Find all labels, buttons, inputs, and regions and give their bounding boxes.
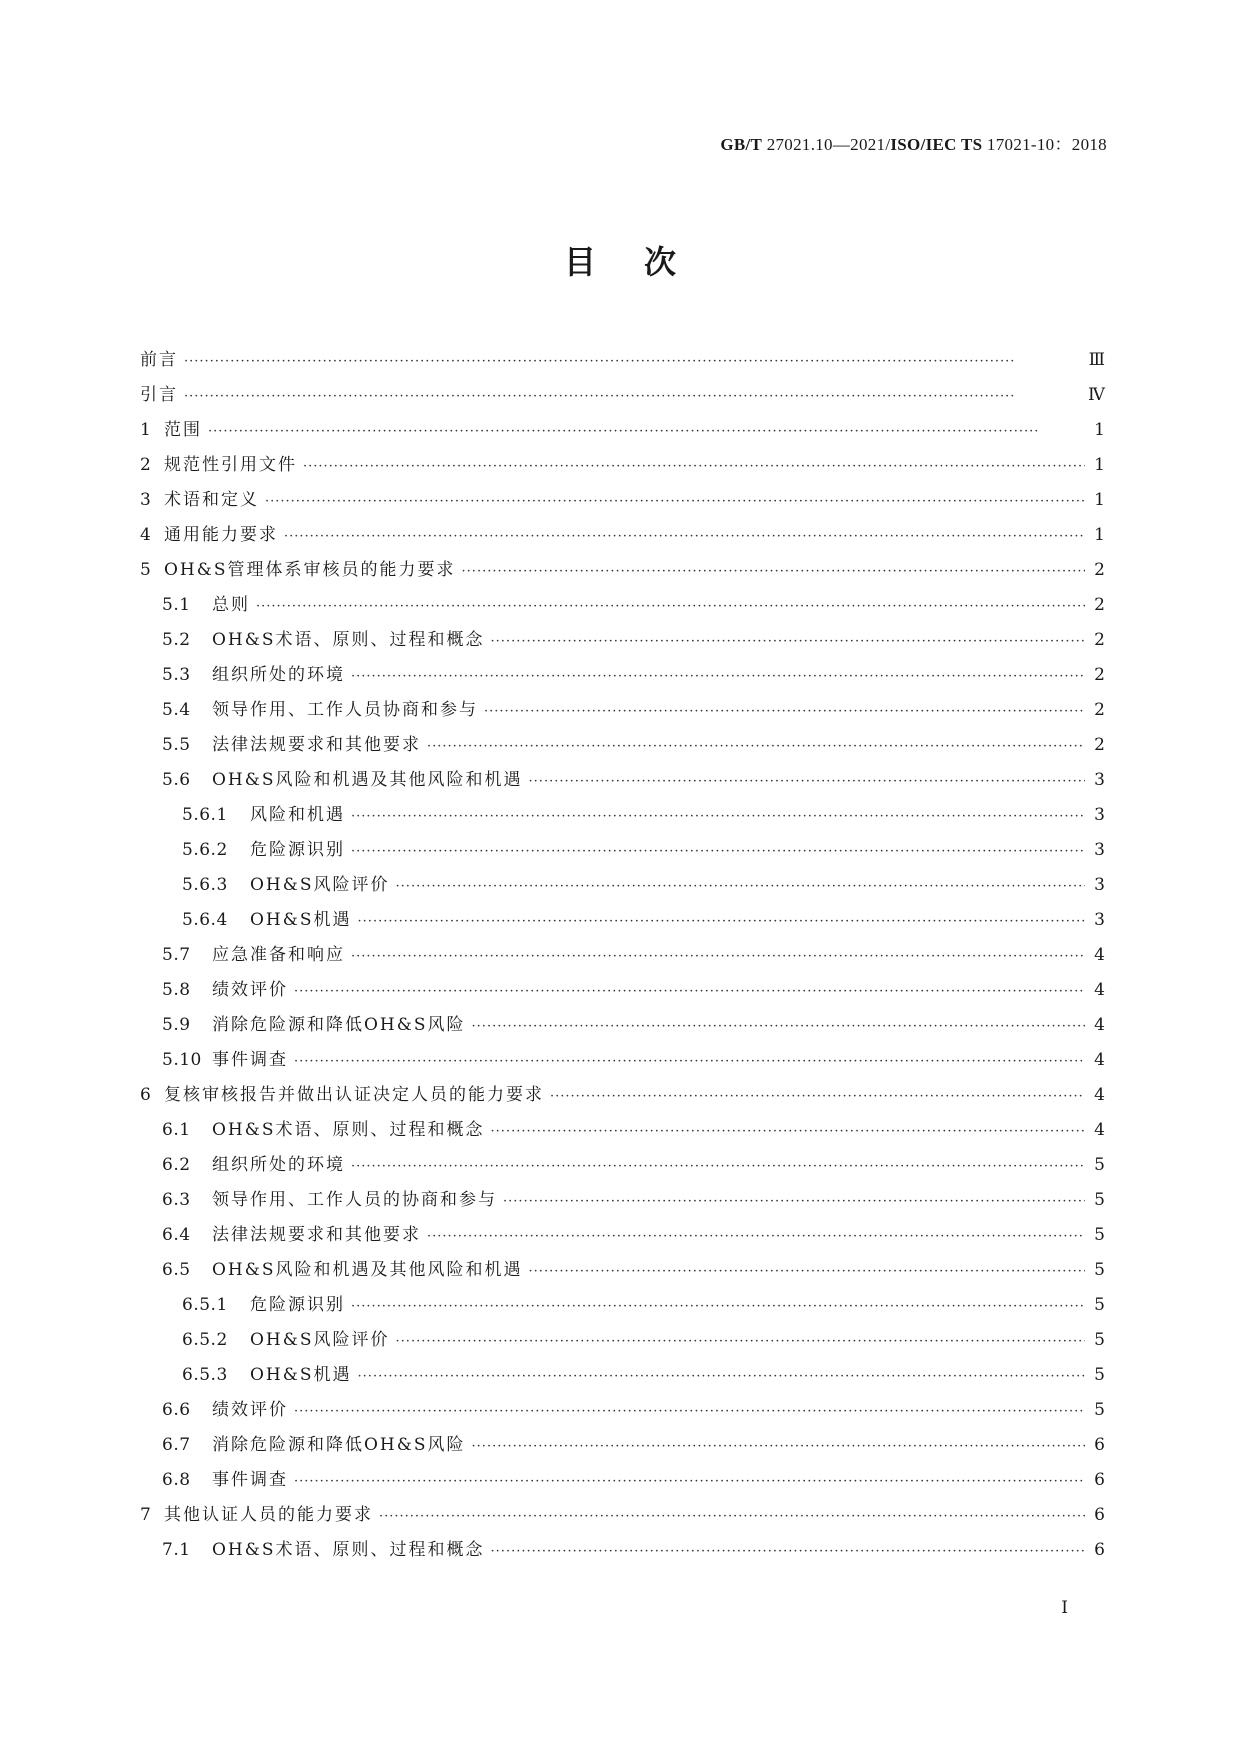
toc-dot-leader [484, 704, 1085, 719]
toc-entry[interactable] [140, 1010, 1105, 1045]
toc-dot-leader [351, 1299, 1085, 1314]
toc-entry[interactable] [140, 625, 1105, 660]
toc-entry-number: 6.3 [162, 1190, 191, 1210]
toc-entry-page: 5 [1094, 1190, 1105, 1210]
toc-dot-leader [427, 1229, 1085, 1244]
toc-entry-title: OH&S术语、原则、过程和概念 [212, 1120, 485, 1140]
toc-entry[interactable] [140, 765, 1105, 800]
toc-entry-title: 法律法规要求和其他要求 [212, 1225, 421, 1245]
toc-entry-page: 1 [1094, 490, 1105, 510]
toc-entry-number: 6.1 [162, 1120, 191, 1140]
toc-dot-leader [351, 949, 1085, 964]
toc-entry-page: 4 [1094, 1015, 1105, 1035]
toc-entry-number: 7 [140, 1505, 152, 1525]
toc-dot-leader [284, 529, 1085, 544]
toc-entry[interactable] [140, 1220, 1105, 1255]
toc-entry-page: 2 [1094, 595, 1105, 615]
toc-entry[interactable] [140, 1150, 1105, 1185]
toc-entry-page: 3 [1094, 910, 1105, 930]
toc-dot-leader [184, 354, 1083, 369]
toc-entry-number: 4 [140, 525, 152, 545]
toc-dot-leader [529, 774, 1085, 789]
toc-entry-page: 2 [1094, 560, 1105, 580]
toc-entry-number: 3 [140, 490, 152, 510]
toc-entry[interactable] [140, 1290, 1105, 1325]
toc-entry-page: 4 [1094, 1120, 1105, 1140]
toc-dot-leader [358, 1369, 1085, 1384]
toc-entry-page: 6 [1094, 1470, 1105, 1490]
toc-entry-title: OH&S机遇 [250, 910, 352, 930]
toc-dot-leader [351, 809, 1085, 824]
toc-dot-leader [351, 844, 1085, 859]
toc-entry[interactable] [140, 380, 1105, 415]
iso-number: ISO/IEC TS [890, 135, 983, 154]
toc-entry-title: 组织所处的环境 [212, 1155, 345, 1175]
toc-dot-leader [294, 984, 1085, 999]
toc-dot-leader [491, 634, 1085, 649]
toc-entry[interactable] [140, 1535, 1105, 1570]
toc-entry-title: 绩效评价 [212, 1400, 288, 1420]
toc-dot-leader [472, 1439, 1085, 1454]
toc-entry-number: 1 [140, 420, 152, 440]
toc-entry[interactable] [140, 1500, 1105, 1535]
toc-entry-page: 5 [1094, 1295, 1105, 1315]
toc-dot-leader [550, 1089, 1085, 1104]
toc-dot-leader [491, 1544, 1085, 1559]
toc-entry-title: 消除危险源和降低OH&S风险 [212, 1015, 466, 1035]
toc-entry-number: 6.4 [162, 1225, 191, 1245]
toc-entry-page: 4 [1094, 1085, 1105, 1105]
toc-entry-number: 5.3 [162, 665, 191, 685]
toc-entry[interactable] [140, 1080, 1105, 1115]
toc-entry-page: 5 [1094, 1260, 1105, 1280]
toc-dot-leader [294, 1404, 1085, 1419]
toc-entry-number: 5.5 [162, 735, 191, 755]
toc-entry-page: 2 [1094, 630, 1105, 650]
toc-entry[interactable] [140, 695, 1105, 730]
toc-entry-number: 6.8 [162, 1470, 191, 1490]
toc-entry-page: 4 [1094, 980, 1105, 1000]
toc-dot-leader [208, 424, 1085, 439]
toc-entry-page: 1 [1094, 455, 1105, 475]
toc-entry-title: OH&S管理体系审核员的能力要求 [164, 560, 456, 580]
toc-dot-leader [462, 564, 1085, 579]
toc-entry-title: 消除危险源和降低OH&S风险 [212, 1435, 466, 1455]
toc-entry[interactable] [140, 870, 1105, 905]
toc-entry-title: 术语和定义 [164, 490, 259, 510]
toc-entry[interactable] [140, 1045, 1105, 1080]
toc-entry-number: 7.1 [162, 1540, 191, 1560]
toc-entry-page: 3 [1094, 770, 1105, 790]
toc-entry-title: 规范性引用文件 [164, 455, 297, 475]
toc-entry-title: 事件调查 [212, 1050, 288, 1070]
toc-dot-leader [427, 739, 1085, 754]
toc-entry-page: 2 [1094, 665, 1105, 685]
toc-entry[interactable] [140, 345, 1105, 380]
toc-entry-page: 6 [1094, 1435, 1105, 1455]
toc-entry-title: 法律法规要求和其他要求 [212, 735, 421, 755]
toc-entry-number: 6.6 [162, 1400, 191, 1420]
toc-entry-title: 通用能力要求 [164, 525, 278, 545]
toc-dot-leader [358, 914, 1085, 929]
toc-entry-number: 2 [140, 455, 152, 475]
toc-dot-leader [256, 599, 1085, 614]
toc-entry[interactable] [140, 1465, 1105, 1500]
toc-entry[interactable] [140, 520, 1105, 555]
toc-entry-page: 4 [1094, 1050, 1105, 1070]
toc-entry[interactable] [140, 1430, 1105, 1465]
standard-number: GB/T [720, 135, 763, 154]
toc-entry[interactable] [140, 555, 1105, 590]
toc-entry-title: 应急准备和响应 [212, 945, 345, 965]
toc-entry[interactable] [140, 835, 1105, 870]
toc-dot-leader [351, 1159, 1085, 1174]
toc-entry-page: 5 [1094, 1400, 1105, 1420]
standard-header [720, 130, 1107, 155]
toc-entry-number: 5.9 [162, 1015, 191, 1035]
toc-dot-leader [294, 1054, 1085, 1069]
toc-entry-title: 范围 [164, 420, 202, 440]
toc-entry-number: 5.7 [162, 945, 191, 965]
toc-dot-leader [529, 1264, 1085, 1279]
toc-entry[interactable] [140, 1255, 1105, 1290]
toc-entry-number: 5.4 [162, 700, 191, 720]
toc-entry-number: 6.7 [162, 1435, 191, 1455]
toc-entry-number: 6.5.3 [182, 1365, 228, 1385]
toc-entry-number: 6.5.2 [182, 1330, 228, 1350]
toc-entry-title: 总则 [212, 595, 250, 615]
toc-entry[interactable] [140, 1360, 1105, 1395]
page-number: Ⅰ [1061, 1598, 1068, 1618]
toc-entry-number: 5.6.4 [182, 910, 228, 930]
toc-dot-leader [491, 1124, 1085, 1139]
toc-dot-leader [503, 1194, 1085, 1209]
toc-entry-page: 2 [1094, 700, 1105, 720]
toc-entry-number: 6.5.1 [182, 1295, 228, 1315]
toc-entry-page: 5 [1094, 1155, 1105, 1175]
toc-entry[interactable] [140, 730, 1105, 765]
toc-entry-title: 领导作用、工作人员协商和参与 [212, 700, 478, 720]
toc-entry-title: OH&S风险评价 [250, 1330, 390, 1350]
toc-entry[interactable] [140, 1115, 1105, 1150]
toc-dot-leader [396, 1334, 1085, 1349]
toc-dot-leader [379, 1509, 1085, 1524]
toc-entry[interactable] [140, 1185, 1105, 1220]
toc-entry-number: 5.8 [162, 980, 191, 1000]
toc-entry[interactable] [140, 660, 1105, 695]
toc-entry-page: 3 [1094, 875, 1105, 895]
standard-number-rest: 27021.10—2021/ [762, 135, 891, 154]
toc-entry-page: 4 [1094, 945, 1105, 965]
toc-entry[interactable] [140, 415, 1105, 450]
toc-entry-number: 6 [140, 1085, 152, 1105]
toc-entry[interactable] [140, 975, 1105, 1010]
toc-entry-title: 领导作用、工作人员的协商和参与 [212, 1190, 497, 1210]
toc-entry-title: OH&S术语、原则、过程和概念 [212, 1540, 485, 1560]
toc-entry-page: 5 [1094, 1330, 1105, 1350]
toc-entry-title: 引言 [140, 385, 178, 405]
toc-entry-number: 5.10 [162, 1050, 202, 1070]
toc-entry[interactable] [140, 450, 1105, 485]
toc-entry-page: Ⅲ [1088, 350, 1105, 370]
toc-entry-title: 绩效评价 [212, 980, 288, 1000]
toc-entry-title: OH&S机遇 [250, 1365, 352, 1385]
toc-entry-number: 5.2 [162, 630, 191, 650]
toc-dot-leader [351, 669, 1085, 684]
toc-dot-leader [184, 389, 1082, 404]
toc-entry-title: 事件调查 [212, 1470, 288, 1490]
toc-entry-page: 1 [1094, 420, 1105, 440]
table-of-contents [140, 345, 1105, 1570]
toc-entry-title: 其他认证人员的能力要求 [164, 1505, 373, 1525]
toc-entry[interactable] [140, 485, 1105, 520]
toc-entry-title: OH&S术语、原则、过程和概念 [212, 630, 485, 650]
toc-entry[interactable] [140, 800, 1105, 835]
toc-entry-number: 5.6.2 [182, 840, 228, 860]
toc-entry-page: 2 [1094, 735, 1105, 755]
toc-entry-page: 5 [1094, 1365, 1105, 1385]
toc-entry-number: 6.5 [162, 1260, 191, 1280]
toc-entry[interactable] [140, 905, 1105, 940]
toc-entry-title: OH&S风险和机遇及其他风险和机遇 [212, 1260, 523, 1280]
toc-entry[interactable] [140, 940, 1105, 975]
toc-dot-leader [472, 1019, 1085, 1034]
toc-dot-leader [265, 494, 1085, 509]
toc-entry-title: 风险和机遇 [250, 805, 345, 825]
toc-entry-number: 5.6 [162, 770, 191, 790]
toc-entry-number: 5.6.3 [182, 875, 228, 895]
toc-entry-number: 5.1 [162, 595, 191, 615]
toc-dot-leader [303, 459, 1085, 474]
toc-entry-page: 3 [1094, 805, 1105, 825]
toc-entry-title: OH&S风险评价 [250, 875, 390, 895]
toc-entry-title: OH&S风险和机遇及其他风险和机遇 [212, 770, 523, 790]
toc-entry[interactable] [140, 1395, 1105, 1430]
toc-dot-leader [294, 1474, 1085, 1489]
toc-entry-page: Ⅳ [1088, 385, 1105, 405]
toc-entry[interactable] [140, 1325, 1105, 1360]
toc-entry-number: 6.2 [162, 1155, 191, 1175]
toc-entry-title: 危险源识别 [250, 840, 345, 860]
iso-number-rest: 17021-10：2018 [982, 135, 1107, 154]
toc-entry-title: 危险源识别 [250, 1295, 345, 1315]
toc-entry[interactable] [140, 590, 1105, 625]
toc-entry-number: 5.6.1 [182, 805, 228, 825]
toc-dot-leader [396, 879, 1085, 894]
toc-entry-page: 6 [1094, 1505, 1105, 1525]
toc-entry-page: 3 [1094, 840, 1105, 860]
toc-entry-page: 5 [1094, 1225, 1105, 1245]
toc-entry-page: 6 [1094, 1540, 1105, 1560]
toc-entry-page: 1 [1094, 525, 1105, 545]
page-title: 目次 [563, 243, 724, 281]
toc-entry-number: 5 [140, 560, 152, 580]
toc-entry-title: 前言 [140, 350, 178, 370]
toc-entry-title: 复核审核报告并做出认证决定人员的能力要求 [164, 1085, 544, 1105]
toc-entry-title: 组织所处的环境 [212, 665, 345, 685]
